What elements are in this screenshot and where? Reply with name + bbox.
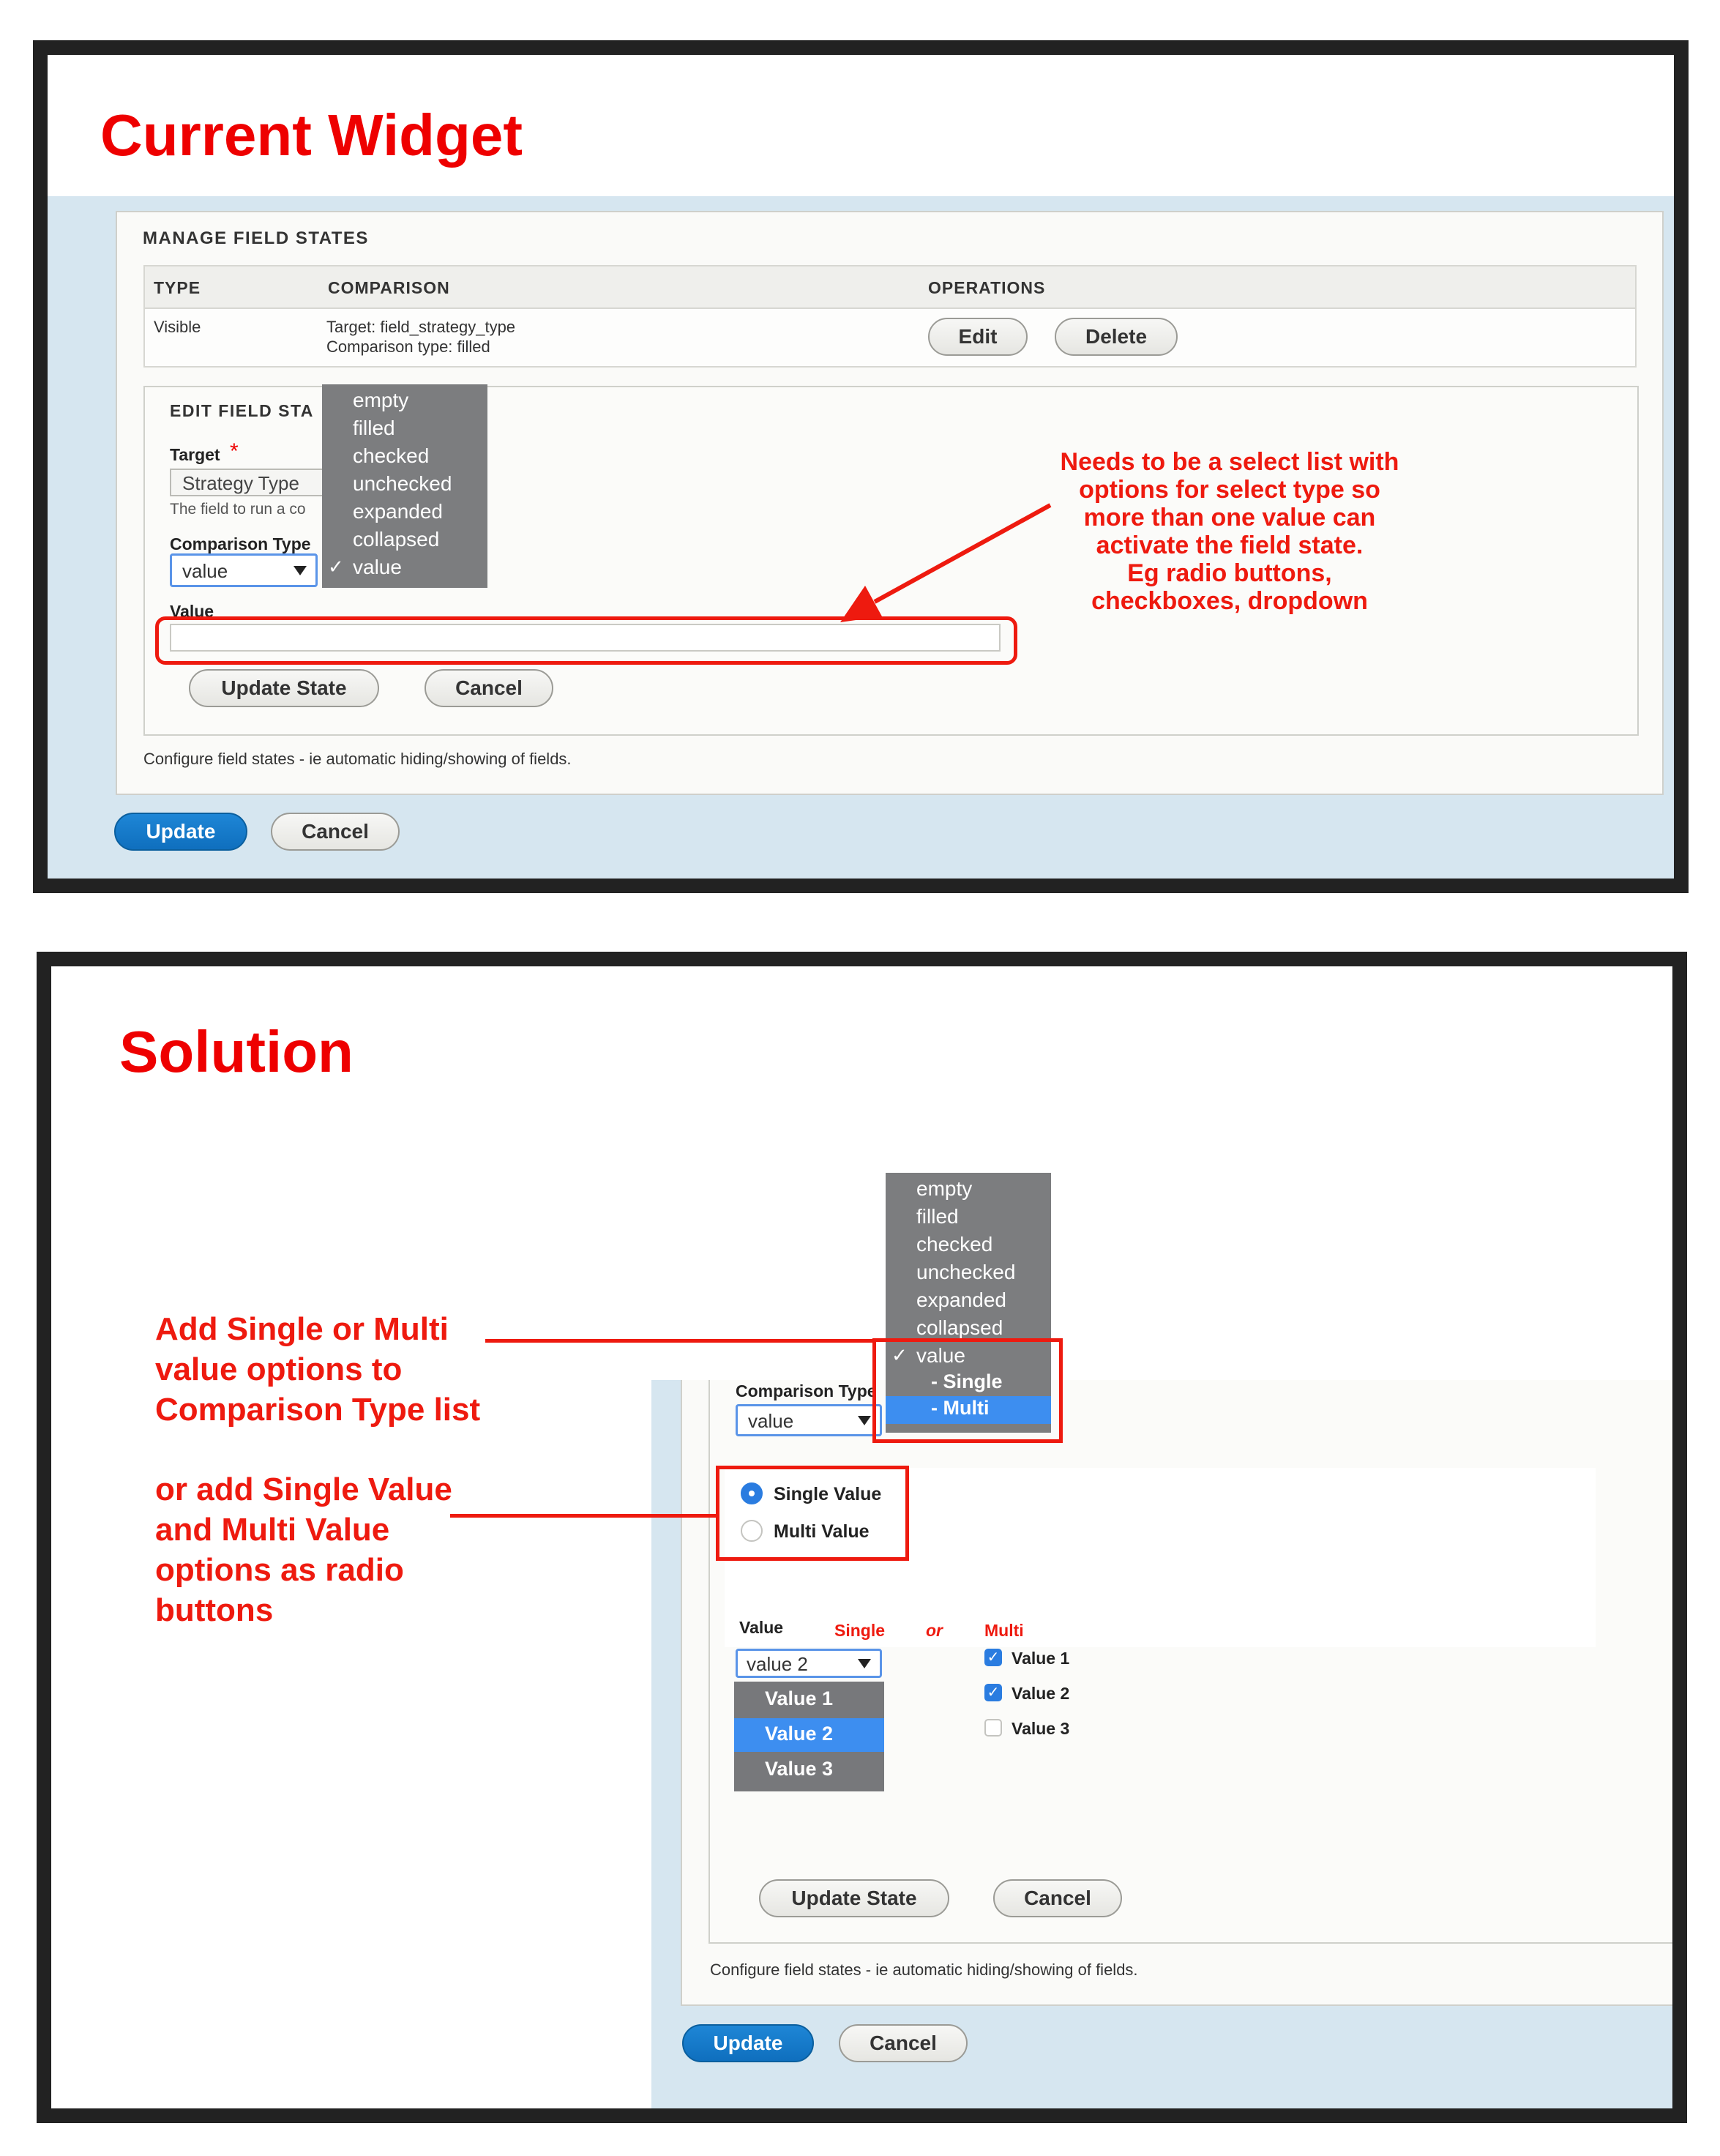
- solution-note-comparison-list: [155, 1309, 480, 1430]
- single-multi-options-highlight: [872, 1338, 1063, 1443]
- dropdown-option-filled[interactable]: filled: [353, 417, 395, 439]
- required-marker: *: [230, 439, 239, 463]
- comparison-type-label: Comparison Type: [170, 534, 311, 553]
- target-label: Target: [170, 445, 220, 464]
- column-header-type: TYPE: [154, 278, 201, 297]
- connector-line-comparison: [485, 1339, 873, 1343]
- note-line: Comparison Type list: [155, 1392, 481, 1428]
- dropdown-option-checked[interactable]: checked: [353, 444, 430, 467]
- dropdown-option-multi[interactable]: - Multi: [931, 1397, 990, 1419]
- solution-description: Configure field states - ie automatic hiding/showing of fields.: [710, 1961, 1138, 1979]
- solution-comparison-type-label: Comparison Type: [736, 1381, 877, 1400]
- edit-cancel-button[interactable]: Cancel: [425, 669, 553, 707]
- current-annotation-text: [1010, 448, 1449, 615]
- current-widget-heading: Current Widget: [100, 102, 523, 168]
- checkbox-value-3[interactable]: [984, 1719, 1002, 1737]
- value-select-value: value 2: [747, 1653, 808, 1675]
- or-label: or: [926, 1621, 943, 1640]
- dropdown-option-value[interactable]: value: [353, 556, 402, 578]
- annotation-line: options for select type so: [1079, 476, 1380, 504]
- cancel-button[interactable]: Cancel: [271, 813, 400, 851]
- connector-line-radio: [450, 1514, 717, 1518]
- solution-heading: Solution: [119, 1019, 354, 1084]
- radio-multi-value-label: Multi Value: [774, 1521, 870, 1542]
- dropdown-option-expanded[interactable]: expanded: [916, 1288, 1007, 1311]
- checkbox-value-1-label: Value 1: [1012, 1649, 1070, 1668]
- dropdown-option-expanded[interactable]: expanded: [353, 500, 444, 523]
- note-line: options as radio: [155, 1552, 404, 1588]
- annotation-line: activate the field state.: [1096, 531, 1364, 559]
- checkbox-value-2-label: Value 2: [1012, 1684, 1070, 1703]
- dropdown-option-value[interactable]: value: [916, 1344, 965, 1367]
- checkmark-icon: ✓: [328, 556, 344, 578]
- checkbox-value-3-label: Value 3: [1012, 1719, 1070, 1738]
- radio-single-value-label: Single Value: [774, 1484, 882, 1504]
- value-select[interactable]: [736, 1649, 882, 1678]
- target-help-text: The field to run a co: [170, 501, 306, 518]
- checkbox-value-2[interactable]: ✓: [984, 1684, 1002, 1701]
- value-option-1[interactable]: Value 1: [765, 1687, 834, 1709]
- field-states-description: Configure field states - ie automatic hiding/showing of fields.: [143, 750, 572, 768]
- value-option-3[interactable]: Value 3: [765, 1758, 834, 1780]
- dropdown-option-empty[interactable]: empty: [353, 389, 409, 411]
- annotation-line: Eg radio buttons,: [1127, 559, 1332, 587]
- edit-button[interactable]: Edit: [928, 318, 1028, 356]
- note-line: value options to: [155, 1351, 403, 1387]
- solution-note-radio-buttons: [155, 1469, 452, 1630]
- note-line: buttons: [155, 1592, 274, 1628]
- annotation-line: Needs to be a select list with: [1060, 448, 1399, 476]
- row-type: Visible: [154, 318, 201, 336]
- annotation-line: more than one value can: [1083, 504, 1376, 531]
- solution-update-state-button[interactable]: Update State: [759, 1879, 949, 1917]
- solution-update-button[interactable]: Update: [682, 2024, 814, 2062]
- solution-comparison-type-value: value: [748, 1410, 794, 1432]
- dropdown-option-filled[interactable]: filled: [916, 1205, 959, 1228]
- dropdown-option-unchecked[interactable]: unchecked: [916, 1261, 1016, 1283]
- value-select-menu: [734, 1682, 884, 1791]
- delete-button[interactable]: Delete: [1055, 318, 1178, 356]
- dropdown-option-collapsed[interactable]: collapsed: [353, 528, 440, 551]
- value-label: Value: [170, 602, 214, 621]
- single-label: Single: [834, 1621, 886, 1640]
- note-line: Add Single or Multi: [155, 1311, 449, 1347]
- note-line: and Multi Value: [155, 1512, 390, 1548]
- solution-edit-cancel-button[interactable]: Cancel: [993, 1879, 1122, 1917]
- multi-label: Multi: [984, 1621, 1024, 1640]
- dropdown-option-empty[interactable]: empty: [916, 1177, 973, 1200]
- column-header-operations: OPERATIONS: [928, 278, 1046, 297]
- row-comparison-target: Target: field_strategy_type: [326, 318, 516, 336]
- update-state-button[interactable]: Update State: [189, 669, 379, 707]
- value-option-2[interactable]: Value 2: [765, 1723, 834, 1745]
- column-header-comparison: COMPARISON: [328, 278, 450, 297]
- chevron-down-icon: [858, 1416, 871, 1425]
- row-comparison-type: Comparison type: filled: [326, 337, 490, 356]
- checkbox-value-1[interactable]: ✓: [984, 1649, 1002, 1666]
- solution-comparison-type-select[interactable]: [736, 1404, 882, 1436]
- dropdown-option-checked[interactable]: checked: [916, 1233, 993, 1256]
- solution-value-label: Value: [739, 1618, 784, 1637]
- chevron-down-icon: [858, 1659, 871, 1668]
- comparison-type-select-value: value: [182, 560, 228, 582]
- annotation-line: checkboxes, dropdown: [1091, 587, 1368, 615]
- update-button[interactable]: Update: [114, 813, 247, 851]
- solution-cancel-button[interactable]: Cancel: [839, 2024, 968, 2062]
- dropdown-option-single[interactable]: - Single: [931, 1370, 1003, 1392]
- target-select-value: Strategy Type: [182, 472, 299, 494]
- edit-field-state-title: EDIT FIELD STA: [170, 401, 314, 420]
- checkmark-icon: ✓: [891, 1344, 908, 1366]
- dropdown-option-unchecked[interactable]: unchecked: [353, 472, 452, 495]
- dropdown-option-collapsed[interactable]: collapsed: [916, 1316, 1003, 1339]
- note-line: or add Single Value: [155, 1471, 452, 1507]
- manage-field-states-title: MANAGE FIELD STATES: [143, 228, 369, 248]
- radio-options-highlight: [716, 1466, 909, 1561]
